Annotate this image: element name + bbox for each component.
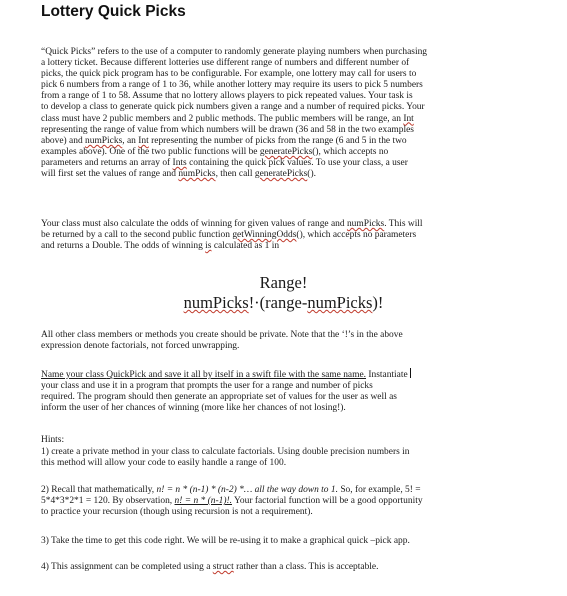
formula-numerator: Range! — [259, 273, 308, 292]
hint-1 — [41, 447, 515, 469]
text-line: a lottery ticket. Because different lotteries use different range of numbers and different number of — [41, 58, 410, 69]
text-line: parameters and returns an array of Ints containing the quick pick values. To use your class, a user — [41, 157, 408, 168]
naming-paragraph — [41, 368, 515, 414]
text-line: 4) This assignment can be completed using a struct rather than a class. This is acceptable. — [41, 562, 379, 572]
code-term: Int — [138, 135, 149, 146]
text-line: “Quick Picks” refers to the use of a computer to randomly generate playing numbers when purchasing — [41, 47, 428, 57]
text-line: to develop a class to generate quick pick numbers given a range and a number of required picks. Your — [41, 102, 425, 113]
text-line: be returned by a call to the second public function getWinningOdds(), which accepts no parameters — [41, 230, 417, 241]
text-line: representing the range of value from which numbers will be drawn (36 and 58 in the two examples — [41, 124, 414, 135]
text-line: and returns a Double. The odds of winning is calculated as 1 in — [41, 241, 280, 252]
formula-denominator: numPicks!·(range-numPicks)! — [183, 293, 384, 312]
code-term: numPicks — [346, 219, 385, 229]
text-line: Your class must also calculate the odds of winning for given values of range and numPicks. This will — [41, 219, 423, 229]
text-line: from a range of 1 to 58. Assume that no lottery allows players to pick repeated values. Your task is — [41, 91, 413, 102]
hint-4 — [41, 562, 515, 573]
text-line: inform the user of her chances of winning (more like her chances of not losing!). — [41, 403, 346, 414]
text-line: expression denote factorials, not forced unwrapping. — [41, 341, 240, 352]
text-line: above) and numPicks, an Int representing the number of picks from the range (6 and 5 in the two — [41, 135, 407, 146]
code-term: Int — [403, 113, 414, 124]
text-line: examples above). One of the two public functions will be generatePicks(), which accepts no — [41, 146, 389, 157]
text-line: required. The program should then generate an appropriate set of values for the user as well as — [41, 392, 397, 403]
code-term: Ints — [172, 157, 187, 168]
text-line: 2) Recall that mathematically, n! = n * (n-1) * (n-2) *… all the way down to 1. So, for example, 5! = — [41, 485, 421, 495]
code-term: generatePicks — [254, 169, 308, 180]
text-line: 5*4*3*2*1 = 120. By observation, n! = n * (n-1)!. Your factorial function will be a good opportunity — [41, 496, 423, 507]
text-line: pick 6 numbers from a range of 1 to 36, while another lottery may require its users to pick 5 numbers — [41, 80, 423, 91]
text-line: 1) create a private method in your class to calculate factorials. Using double precision numbers in — [41, 447, 410, 457]
text-line: Name your class QuickPick and save it all by itself in a swift file with the same name. Instantiate — [41, 368, 515, 381]
text-line: your class and use it in a program that prompts the user for a range and number of picks — [41, 381, 373, 392]
code-term: numPicks — [85, 135, 123, 146]
text-line: All other class members or methods you create should be private. Note that the ‘!’s in the above — [41, 330, 403, 340]
code-term: generatePicks — [259, 146, 313, 157]
text-line: class must have 2 public members and 2 public methods. The public members will be range, an Int — [41, 113, 414, 124]
text-line: 3) Take the time to get this code right. We will be re-using it to make a graphical quick –pick app. — [41, 536, 410, 546]
text-line: picks, the quick pick program has to be configurable. For example, one lottery may call for users to — [41, 69, 417, 80]
text-line: will first set the values of range and numPicks, then call generatePicks(). — [41, 169, 316, 180]
odds-paragraph — [41, 219, 515, 252]
hint-3 — [41, 536, 515, 547]
code-term: struct — [212, 562, 234, 572]
private-members-paragraph — [41, 330, 515, 352]
code-term: QuickPick — [106, 370, 147, 380]
text-cursor — [410, 368, 411, 378]
text-line: to practice your recursion (though using recursion is not a requirement). — [41, 507, 313, 518]
text-line: this method will allow your code to easily handle a range of 100. — [41, 458, 287, 469]
code-term: numPicks — [178, 169, 216, 180]
document-title: Lottery Quick Picks — [41, 3, 186, 20]
code-term: is — [205, 241, 212, 252]
intro-paragraph — [41, 47, 515, 180]
code-term: getWinningOdds — [232, 230, 297, 241]
hint-2 — [41, 485, 515, 518]
hints-heading: Hints: — [41, 435, 65, 445]
